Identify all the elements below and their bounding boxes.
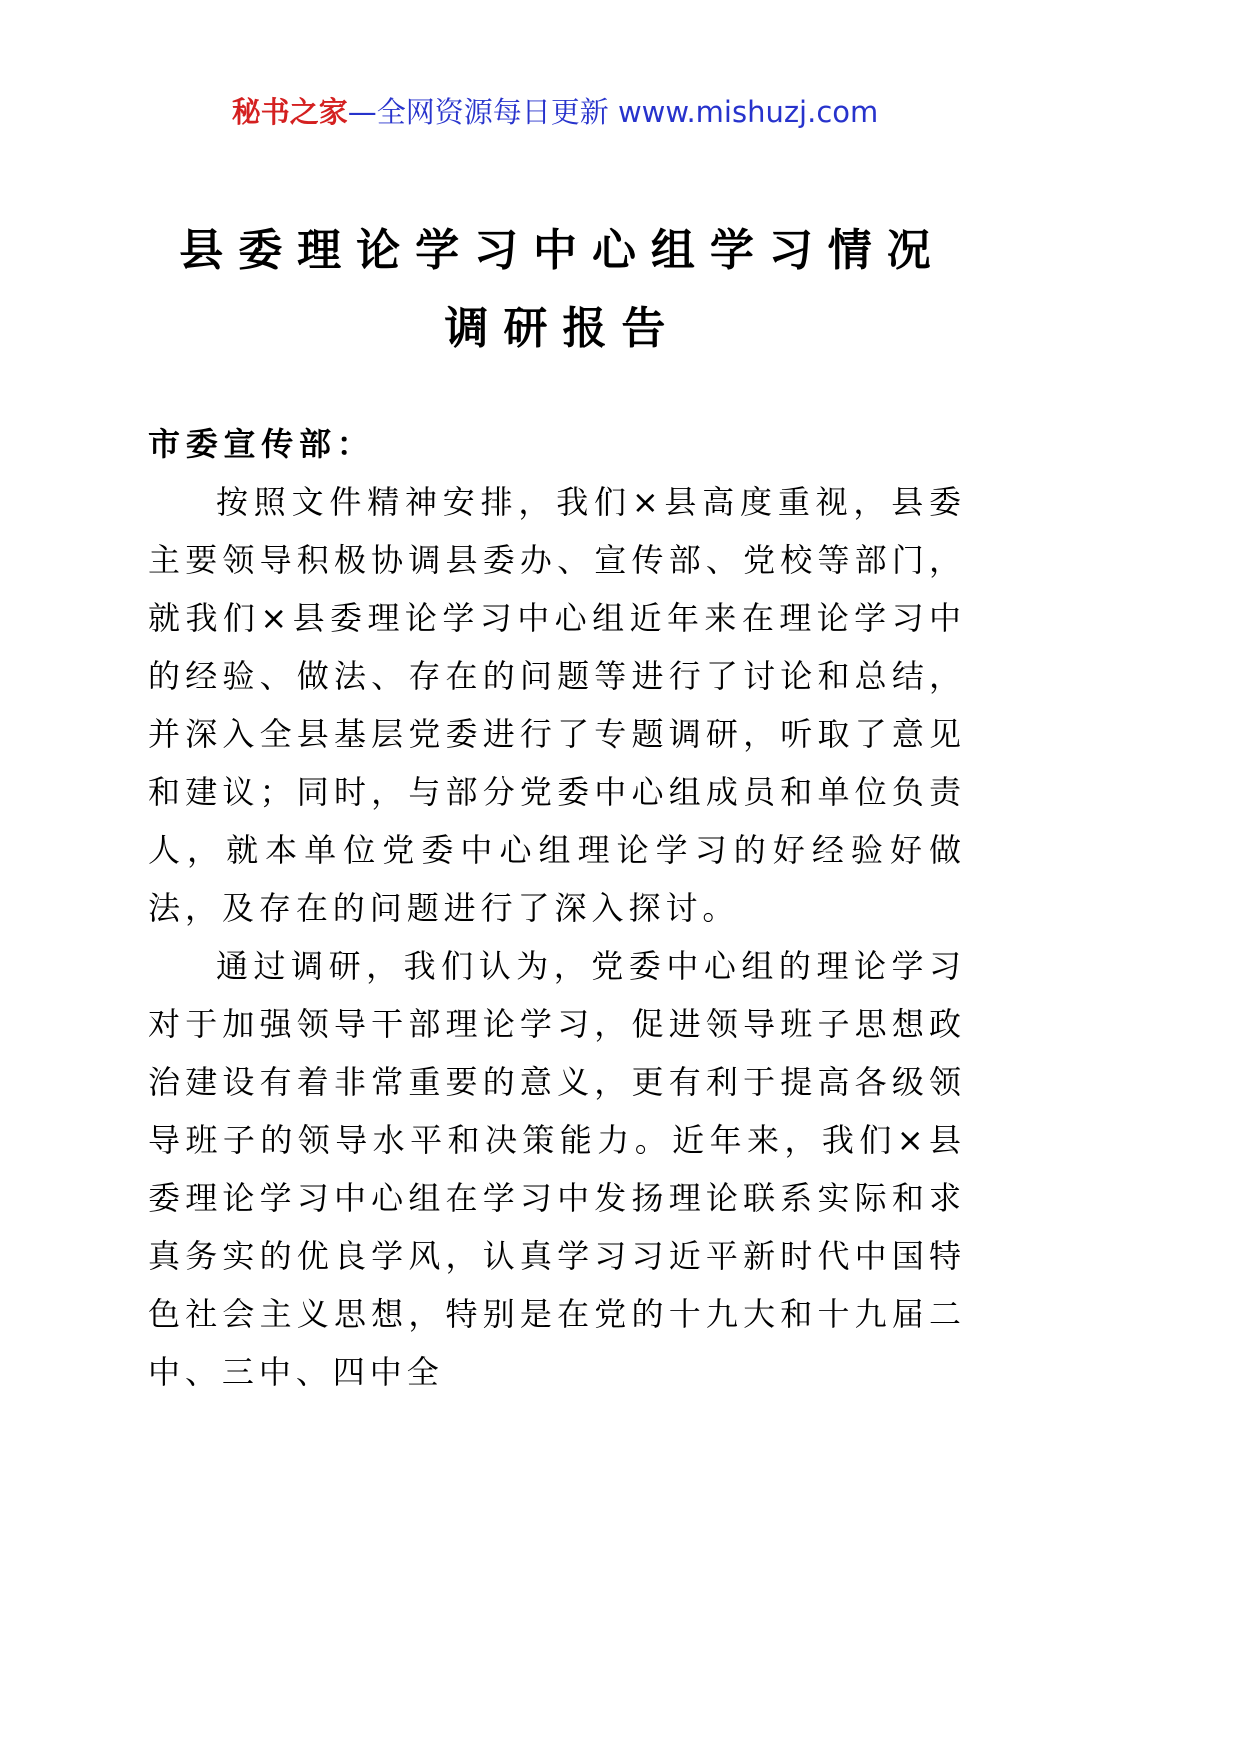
site-brand: 秘书之家 <box>231 95 348 129</box>
paragraph-2: 通过调研，我们认为，党委中心组的理论学习对于加强领导干部理论学习，促进领导班子思想政治建设有着非常重要的意义，更有利于提高各级领导班子的领导水平和决策能力。近年来，我们×县委理论学习中心组在学习中发扬理论联系实际和求真务实的优良学风，认真学习习近平新时代中国特色社会主义思想，特别是在党的十九大和十九届二中、三中、四中全 <box>148 947 966 1391</box>
document-body <box>148 415 966 1401</box>
document-title <box>0 212 1110 368</box>
site-url-link[interactable]: www.mishuzj.com <box>617 95 879 129</box>
document-title-line-2: 调研报告 <box>444 303 681 354</box>
document-title-line-1: 县委理论学习中心组学习情况 <box>179 225 946 276</box>
salutation: 市委宣传部： <box>148 425 375 463</box>
paragraph-1: 按照文件精神安排，我们×县高度重视，县委主要领导积极协调县委办、宣传部、党校等部门，就我们×县委理论学习中心组近年来在理论学习中的经验、做法、存在的问题等进行了讨论和总结，并深入全县基层党委进行了专题调研，听取了意见和建议；同时，与部分党委中心组成员和单位负责人，就本单位党委中心组理论学习的好经验好做法，及存在的问题进行了深入探讨。 <box>148 483 966 927</box>
site-tagline: —全网资源每日更新 <box>347 95 618 129</box>
site-header <box>0 90 1110 131</box>
